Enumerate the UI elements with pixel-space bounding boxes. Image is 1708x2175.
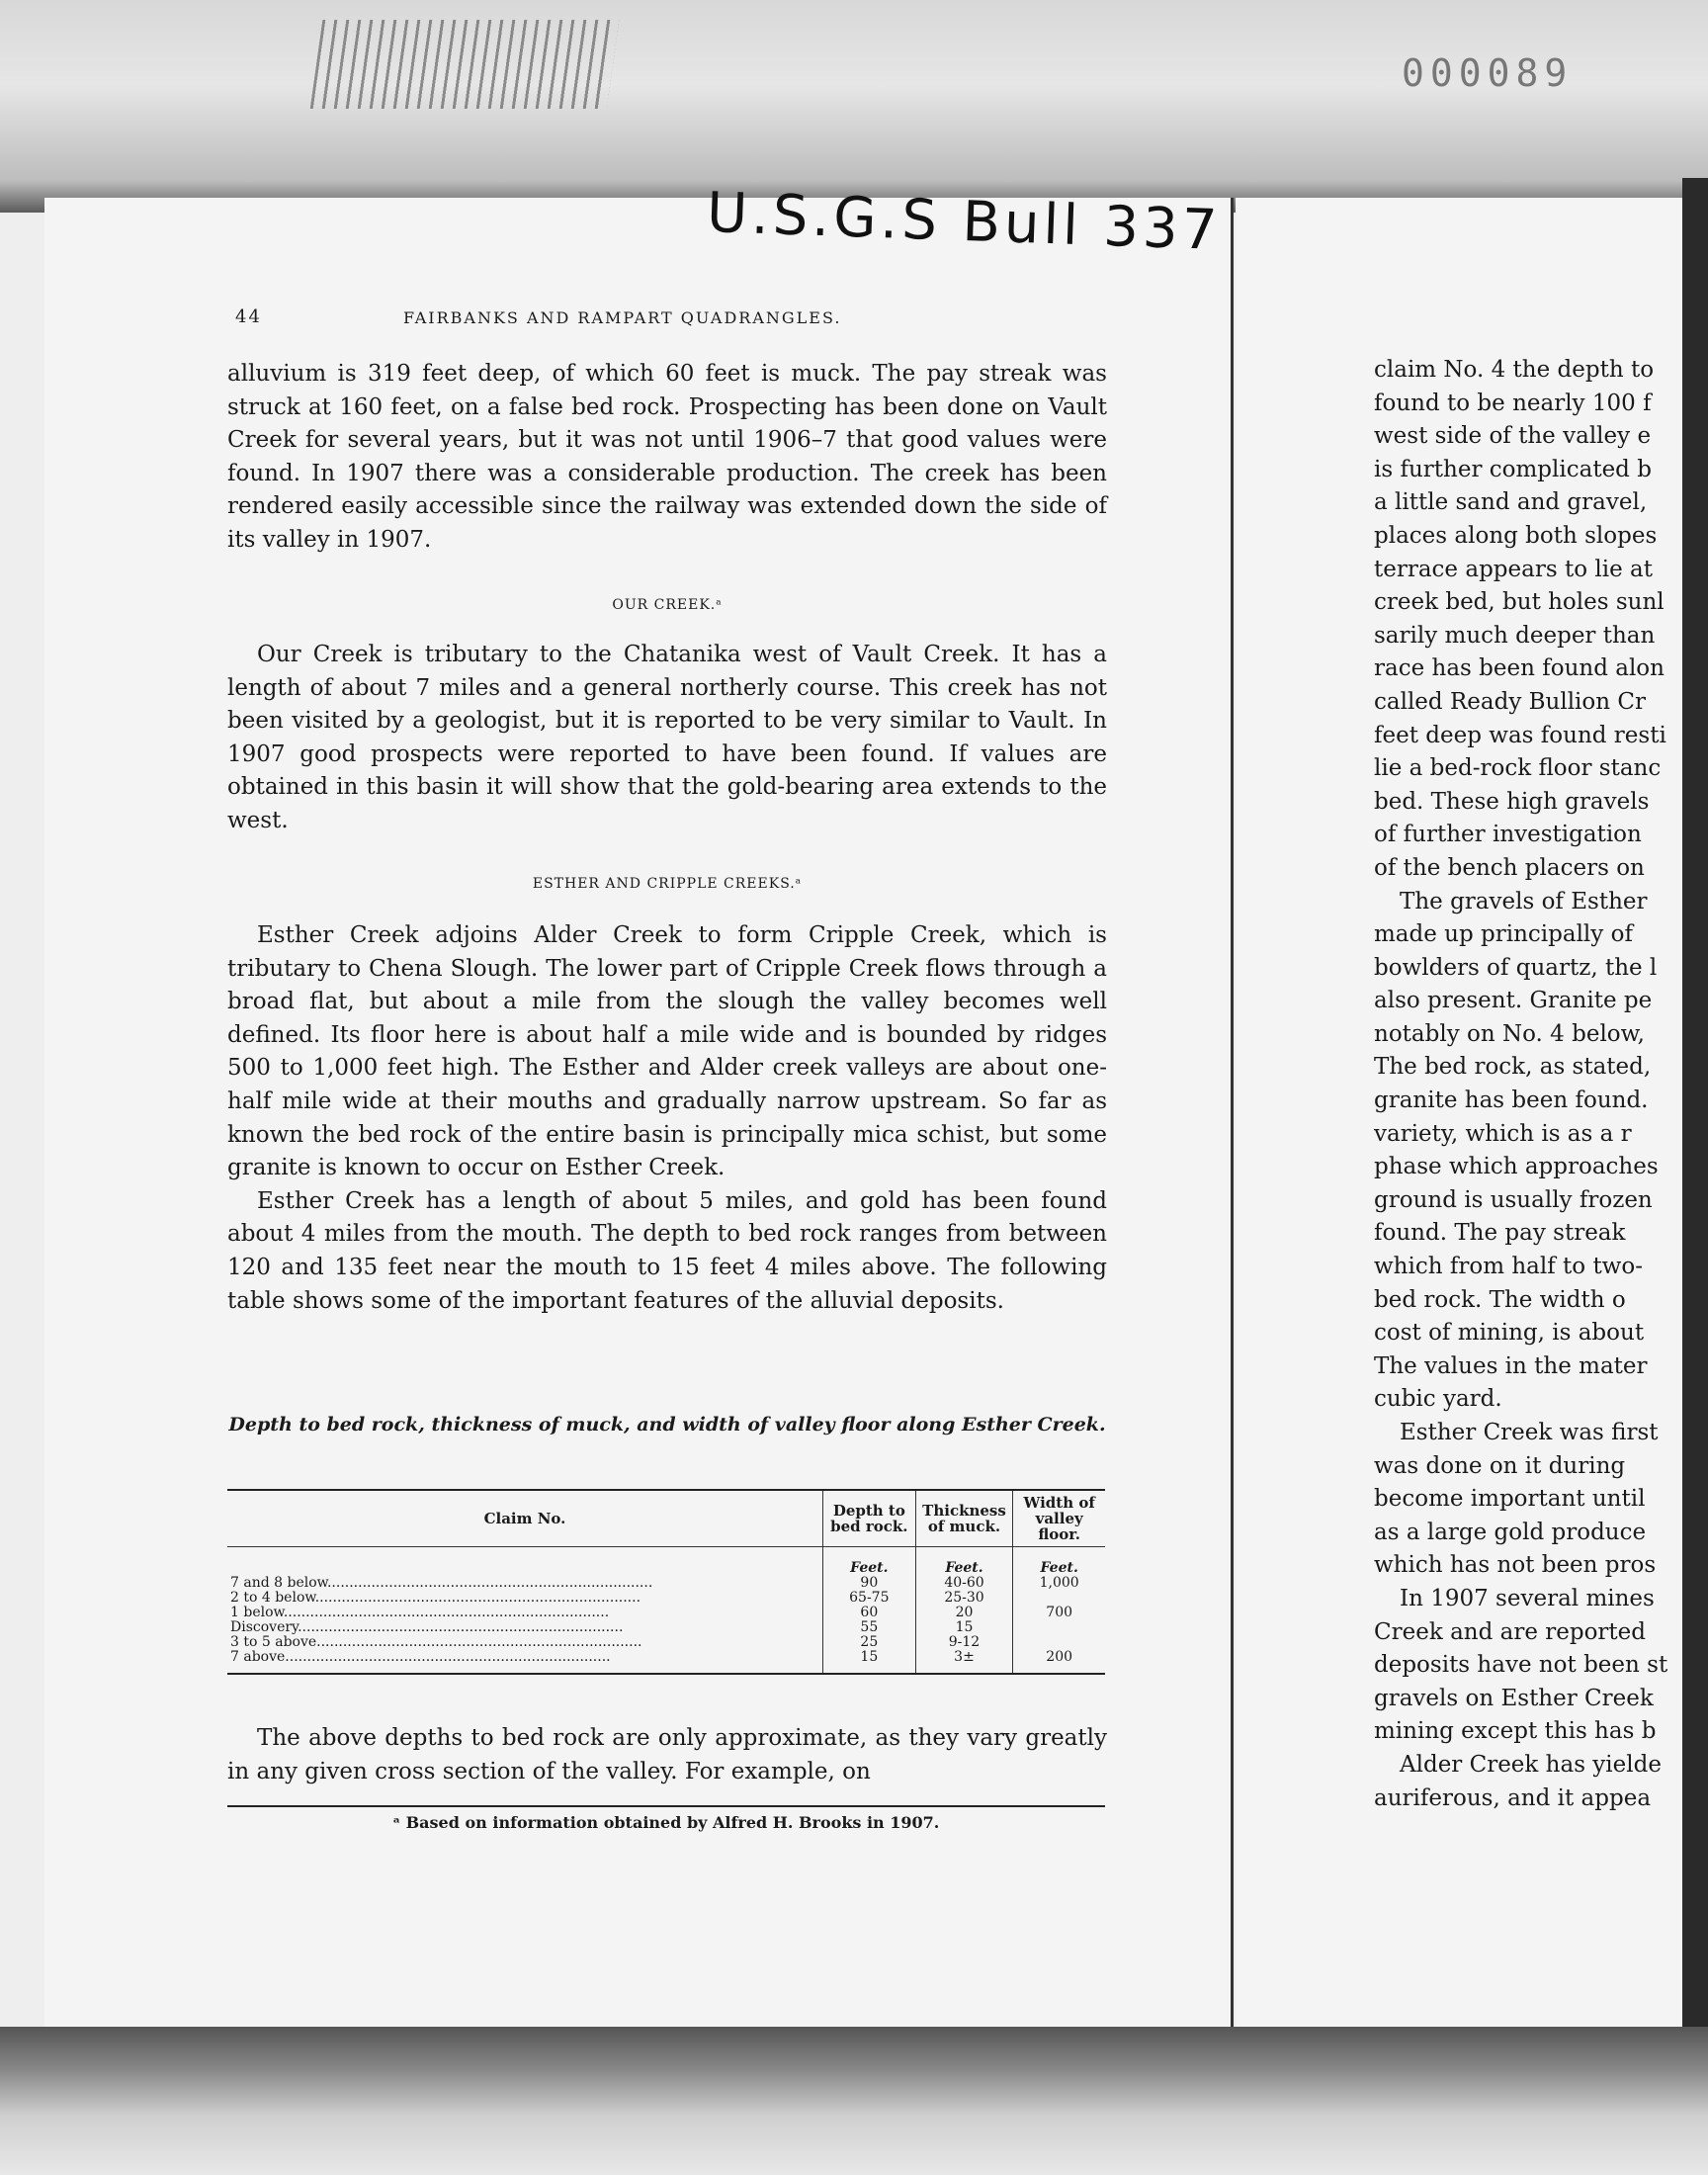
table-cell: 15	[823, 1650, 916, 1674]
column-header-claim: Claim No.	[227, 1490, 823, 1547]
text-line: In 1907 several mines	[1400, 1585, 1655, 1611]
table-cell: 15	[915, 1620, 1013, 1635]
text-line: mining except this has b	[1374, 1718, 1657, 1745]
table-cell: 90	[823, 1576, 916, 1591]
text-line: was done on it during	[1374, 1452, 1626, 1479]
table-row	[227, 1606, 1105, 1620]
footnote-divider	[227, 1805, 1105, 1807]
table-cell	[1013, 1635, 1105, 1650]
footnote: ᵃ Based on information obtained by Alfred H. Brooks in 1907.	[392, 1813, 940, 1832]
table-units-row	[227, 1547, 1105, 1577]
table-cell	[227, 1547, 823, 1577]
paragraph-text: The above depths to bed rock are only approximate, as they vary greatly in any given cross section of the valley. For example, on	[227, 1725, 1107, 1784]
table-cell: 9-12	[915, 1635, 1013, 1650]
table-cell	[1013, 1620, 1105, 1635]
scan-smudge	[310, 20, 620, 109]
after-table-paragraph	[227, 1722, 1107, 1788]
paragraph-text: alluvium is 319 feet deep, of which 60 feet is muck. The pay streak was struck at 160 feet, on a false bed rock. Prospecting has been done on Vault Creek for several years, but it was not until 1906–7 that good values were found. In 1907 there was a considerable production. The creek has been rendered easily accessible since the railway was extended down the side of its valley in 1907.	[227, 361, 1107, 553]
intro-paragraph	[227, 358, 1107, 558]
claim-name: 2 to 4 below	[230, 1591, 315, 1606]
text-line: west side of the valley e	[1374, 423, 1652, 450]
text-line: gravels on Esther Creek	[1374, 1685, 1654, 1711]
text-line: The bed rock, as stated,	[1374, 1054, 1652, 1081]
column-header-muck: Thickness of muck.	[915, 1490, 1013, 1547]
esther-creek-table	[227, 1489, 1105, 1675]
text-line: notably on No. 4 below,	[1374, 1020, 1645, 1047]
paragraph-text: Esther Creek adjoins Alder Creek to form Cripple Creek, which is tributary to Chena Slough. The lower part of Cripple Creek flows through a broad flat, but about a mile from the slough the valley becomes well defined. Its floor here is about half a mile wide and is bounded by ridges 500 to 1,000 feet high. The Esther and Alder creek valleys are about one-half mile wide at their mouths and gradually narrow upstream. So far as known the bed rock of the entire basin is principally mica schist, but some granite is known to occur on Esther Creek.	[227, 922, 1107, 1181]
text-line: Creek and are reported	[1374, 1618, 1647, 1645]
table-row	[227, 1635, 1105, 1650]
claim-name: 7 above	[230, 1650, 286, 1665]
scan-top-margin	[0, 0, 1708, 213]
text-line: claim No. 4 the depth to	[1374, 357, 1655, 383]
text-line: which has not been pros	[1374, 1552, 1657, 1579]
scan-bottom-margin	[0, 2027, 1708, 2175]
table-row	[227, 1591, 1105, 1606]
table-cell: 25	[823, 1635, 916, 1650]
handwritten-note: U.S.G.S Bull 337	[706, 180, 1223, 264]
table-cell: 20	[915, 1606, 1013, 1620]
text-line: creek bed, but holes sunl	[1374, 589, 1665, 616]
table-cell: 25-30	[915, 1591, 1013, 1606]
table-cell-claim: 7 and 8 below..........................................................................	[230, 1576, 653, 1591]
text-line: a little sand and gravel,	[1374, 489, 1648, 516]
table-cell: Feet.	[1013, 1547, 1105, 1577]
table-cell: 200	[1013, 1650, 1105, 1674]
text-line: also present. Granite pe	[1374, 988, 1653, 1014]
text-line: found to be nearly 100 f	[1374, 390, 1652, 416]
text-line: is further complicated b	[1374, 456, 1652, 482]
table-row	[227, 1650, 1105, 1674]
text-line: ground is usually frozen	[1374, 1186, 1653, 1213]
table-cell: Feet.	[915, 1547, 1013, 1577]
text-line: of the bench placers on	[1374, 854, 1645, 881]
text-line: become important until	[1374, 1486, 1646, 1513]
table-caption: Depth to bed rock, thickness of muck, and width of valley floor along Esther Creek.	[228, 1414, 1106, 1436]
our-creek-paragraph	[227, 639, 1107, 838]
running-head-title: FAIRBANKS AND RAMPART QUADRANGLES.	[403, 308, 842, 327]
archive-number: 000089	[1402, 51, 1574, 95]
text-line: made up principally of	[1374, 921, 1633, 948]
column-header-depth: Depth to bed rock.	[823, 1490, 916, 1547]
table-cell: 60	[823, 1606, 916, 1620]
text-line: sarily much deeper than	[1374, 622, 1656, 649]
text-line: which from half to two-	[1374, 1254, 1643, 1280]
table-row	[227, 1620, 1105, 1635]
text-line: places along both slopes	[1374, 522, 1658, 549]
text-line: variety, which is as a r	[1374, 1120, 1632, 1147]
text-line: deposits have not been st	[1374, 1652, 1668, 1679]
table-cell-claim: 2 to 4 below..........................................................................	[230, 1591, 641, 1606]
text-line: terrace appears to lie at	[1374, 556, 1653, 582]
claim-name: 7 and 8 below	[230, 1576, 327, 1591]
table-cell: 700	[1013, 1606, 1105, 1620]
table-cell: 3±	[915, 1650, 1013, 1674]
claim-name: Discovery	[230, 1620, 299, 1635]
text-line: auriferous, and it appea	[1374, 1784, 1652, 1811]
table-cell	[1013, 1591, 1105, 1606]
text-line: as a large gold produce	[1374, 1519, 1647, 1545]
text-line: feet deep was found resti	[1374, 722, 1666, 748]
text-line: bed rock. The width o	[1374, 1286, 1626, 1313]
right-page-text	[1374, 354, 1690, 1815]
section-heading-our-creek: OUR CREEK.ᵃ	[612, 597, 723, 613]
table-row	[227, 1576, 1105, 1591]
text-line: lie a bed-rock floor stanc	[1374, 755, 1662, 782]
text-line: granite has been found.	[1374, 1088, 1649, 1114]
table-cell: 55	[823, 1620, 916, 1635]
table-cell-claim: 1 below..........................................................................	[230, 1606, 610, 1620]
table-cell: 65-75	[823, 1591, 916, 1606]
text-line: found. The pay streak	[1374, 1220, 1626, 1247]
paragraph-text: Our Creek is tributary to the Chatanika west of Vault Creek. It has a length of about 7 miles and a general northerly course. This creek has not been visited by a geologist, but it is reported to be very similar to Vault. In 1907 good prospects were reported to have been found. If values are obtained in this basin it will show that the gold-bearing area extends to the west.	[227, 642, 1107, 833]
table-cell-claim: 3 to 5 above..........................................................................	[230, 1635, 642, 1650]
text-line: cubic yard.	[1374, 1386, 1502, 1413]
text-line: The gravels of Esther	[1400, 888, 1648, 914]
section-heading-esther-cripple: ESTHER AND CRIPPLE CREEKS.ᵃ	[532, 876, 803, 892]
running-head	[235, 306, 1105, 336]
column-header-width: Width of valley floor.	[1013, 1490, 1105, 1547]
table-cell-claim: 7 above..........................................................................	[230, 1650, 611, 1665]
text-line: Alder Creek has yielde	[1400, 1751, 1662, 1778]
text-line: called Ready Bullion Cr	[1374, 688, 1646, 715]
page-number: 44	[235, 306, 262, 327]
esther-paragraphs	[227, 919, 1107, 1318]
text-line: race has been found alon	[1374, 655, 1665, 682]
paragraph-text: Esther Creek has a length of about 5 miles, and gold has been found about 4 miles from the mouth. The depth to bed rock ranges from between 120 and 135 feet near the mouth to 15 feet 4 miles above. The following table shows some of the important features of the alluvial deposits.	[227, 1187, 1107, 1314]
text-line: of further investigation	[1374, 822, 1642, 848]
table-cell: 40-60	[915, 1576, 1013, 1591]
table-cell-claim: Discovery..........................................................................	[230, 1620, 624, 1635]
claim-name: 1 below	[230, 1606, 284, 1620]
table-cell: Feet.	[823, 1547, 916, 1577]
text-line: bowlders of quartz, the l	[1374, 954, 1658, 981]
text-line: The values in the mater	[1374, 1352, 1648, 1379]
table-cell: 1,000	[1013, 1576, 1105, 1591]
text-line: Esther Creek was first	[1400, 1420, 1659, 1445]
text-line: bed. These high gravels	[1374, 788, 1650, 815]
text-line: phase which approaches	[1374, 1154, 1659, 1180]
claim-name: 3 to 5 above	[230, 1635, 317, 1650]
text-line: cost of mining, is about	[1374, 1320, 1645, 1347]
